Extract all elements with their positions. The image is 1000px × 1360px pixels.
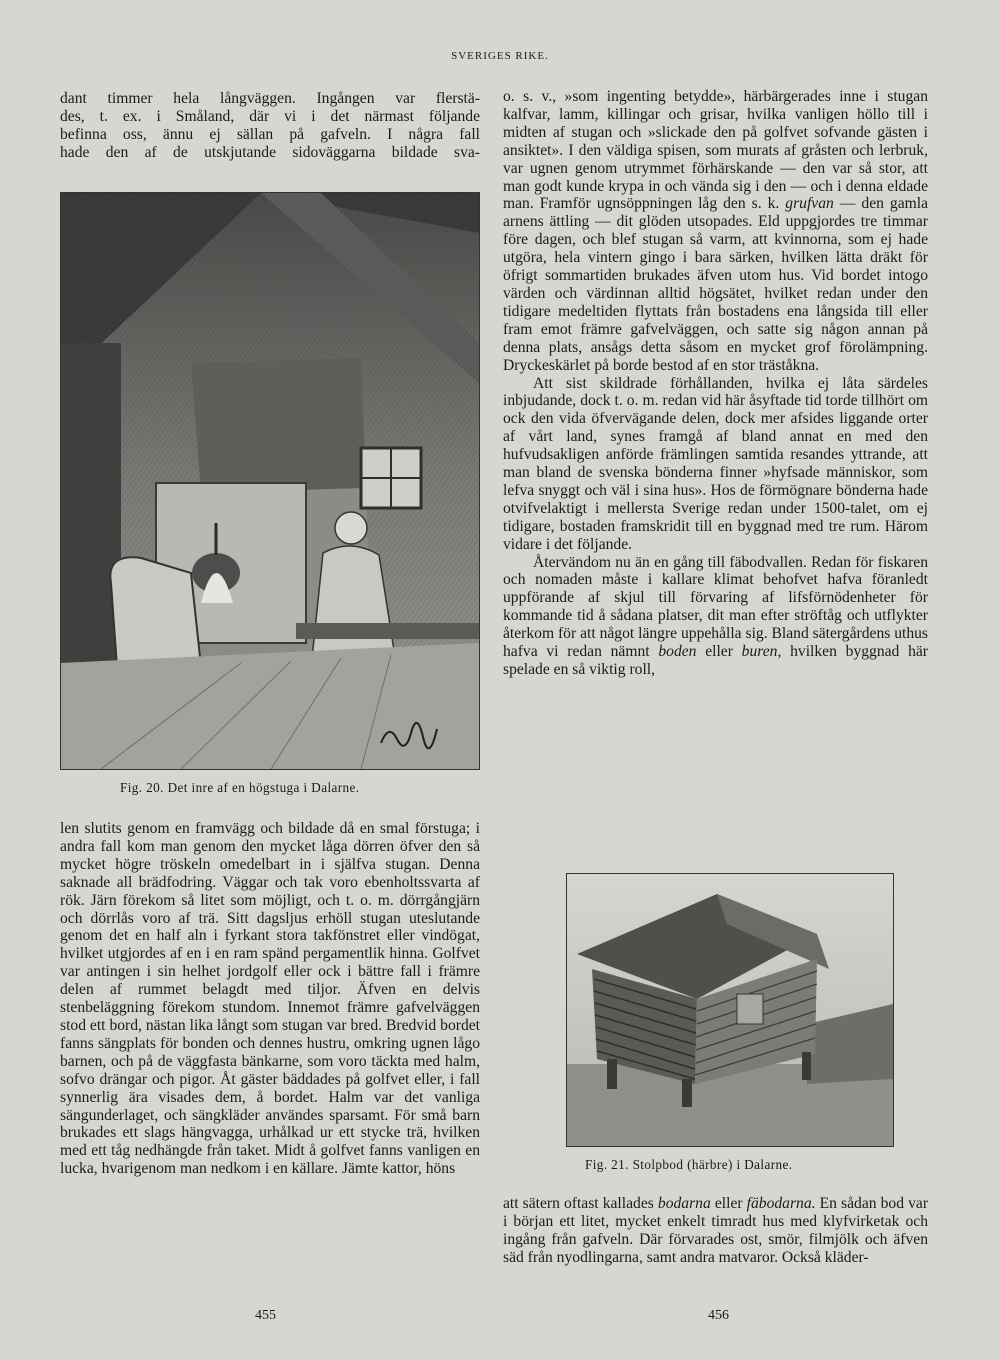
cottage-interior-drawing: [61, 193, 479, 769]
text-line: hade den af de utskjutande sidoväggarna bildade sva-: [60, 143, 480, 161]
paragraph: [503, 554, 928, 679]
figure-20-illustration: [60, 192, 480, 770]
figure-20-caption: Fig. 20. Det inre af en högstuga i Dalarne.: [120, 780, 360, 795]
figure-21-photo: [566, 873, 894, 1147]
paragraph: [503, 1195, 928, 1267]
emphasis-term: boden: [658, 643, 697, 661]
text-run: eller: [705, 643, 733, 661]
figure-21-caption: Fig. 21. Stolpbod (härbre) i Dalarne.: [585, 1157, 793, 1172]
right-column-bottom: [503, 1195, 928, 1267]
text-run: Återvändom nu än en gång till fäbodvallen. Redan för fiskaren och nomaden måste i kallare klimat behofvet hafva föranledt uppförande af skjul till förvaring af lifsförnödenheter för kommande tid å sådana platser, dit man efter ströftåg och utflykter återkom för att något längre uppehålla sig. Bland sätergårdens uthus hafva vi redan nämnt: [503, 553, 928, 661]
text-run: eller: [714, 1195, 743, 1212]
text-line: befinna oss, ännu ej sällan på gafveln. I några fall: [60, 125, 480, 143]
text-run: hvilken byggnad här spelade en så viktig roll,: [503, 643, 929, 678]
text-run: o. s. v., »som ingenting betydde», härbärgerades inne i stugan kalfvar, lamm, killingar och grisar, hvilka vanligen höllo till i midten af stugan och »slickade den på golfvet sofvande gästen i ansiktet». I den väldiga spisen, som murats af gråsten och lerbruk, var ugnen genom utrymmet förhärskande — den var så stor, att man godt kunde krypa in och vända sig i den — och i denna eldade man. Framför ugnsöppningen låg den s. k.: [503, 88, 928, 213]
right-column-top: [503, 88, 928, 679]
emphasis-term: grufvan: [785, 195, 834, 213]
running-head: SVERIGES RIKE.: [451, 50, 549, 62]
storehouse-photo: [567, 874, 893, 1146]
text-line: dant timmer hela långväggen. Ingången var flerstä-: [60, 90, 480, 107]
page-number-left: 455: [255, 1308, 276, 1323]
left-column-top: [60, 90, 480, 162]
emphasis-term: bodarna: [657, 1195, 711, 1212]
left-column-bottom: [60, 820, 480, 1178]
text-run: En sådan bod var i början ett litet, mycket enkelt timradt hus med klyfvirketak och ingång från gafveln. Där förvarades ost, smör, filmjölk och äfven säd från nyodlingarna, samt andra matvaror. Också kläder-: [503, 1195, 929, 1266]
text-run: att sätern oftast kallades: [503, 1195, 654, 1212]
emphasis-term: buren,: [741, 643, 782, 661]
paragraph: len slutits genom en framvägg och bildade då en smal förstuga; i andra fall kom man genom den mycket låga dörren öfver den så mycket högre tröskeln omedelbart in i själfva stugan. Denna saknade all brädfodring. Väggar och tak voro ebenholtssvarta af rök. Järn förekom så litet som möjligt, och t. o. m. dörrgångjärn och dörrlås voro af trä. Sitt dagsljus erhöll stugan uteslutande genom det en half aln i fyrkant stora takfönstret eller vindögat, hvilket utgjordes af en i en ram spänd pergamentlik hinna. Golfvet var antingen i sin helhet jordgolf eller ock i bättre fall i främre delen af rummet belagdt med tiljor. Äfven en delvis stenbeläggning förekom stundom. Innemot främre gafvelväggen stod ett bord, nästan lika långt som stugan var bred. Bredvid bordet fanns sängplats för bonden och dennes hustru, omkring ugnen lågo barnen, och på de väggfasta bänkarne, som voro täckta med halm, sofvo drängar och pigor. Åt gäster bäddades på golfvet eller, i fall synnerlig ära visades dem, å bordet. Halm var det vanliga sängunderlaget, och sängkläder användes sparsamt. För små barn brukades ett slags hängvagga, urhålkad ur ett stycke trä, hvilken med ett tåg nedhängde från taket. Midt å golfvet fanns vanligen en lucka, hvarigenom man nedkom i en källare. Jämte kattor, höns: [60, 820, 480, 1178]
paragraph: [503, 88, 928, 375]
paragraph: Att sist skildrade förhållanden, hvilka ej låta särdeles inbjudande, dock t. o. m. redan vid här åsyftade tid torde tillhört om ock den vida öfvervägande delen, dock mer afsides liggande orter af vårt land, synes framgå af bland annat en med den hufvudsakligen anförde främlingen samtida resandes yttrande, att man bland de svenska bönderna finner »hyfsade människor, som lefva snyggt och väl i sina hus». Hos de förmögnare bönderna hade otvifvelaktigt i mellersta Sverige redan under 1500-talet, om ej tidigare, bostaden framskridit till en byggnad med tre rum. Härom vidare i det följande.: [503, 374, 928, 553]
text-line: des, t. ex. i Småland, där vi i det närmast följande: [60, 107, 480, 125]
text-run: — den gamla arnens ättling — dit glöden utsopades. Eld uppgjordes tre timmar före dagen, och blef stugan så varm, att kvinnorna, som ej hade utgöra, hela vintern gingo i bara särken, hvilken lätta dräkt för öfrigt sommartiden brukades äfven utom hus. Vid bordet intogo värden och värdinnan alltid högsätet, hvilket redan under den tidigare medeltiden flyttats från bostadens ena långsida till eller fram emot främre gafvelväggen, och satte sig någon annan på denna plats, ansågs detta såsom en mycket grof förolämpning. Dryckeskärlet på borde bestod af en stor träståkna.: [503, 195, 928, 374]
emphasis-term: fäbodarna.: [746, 1195, 816, 1212]
page-number-right: 456: [708, 1308, 729, 1323]
